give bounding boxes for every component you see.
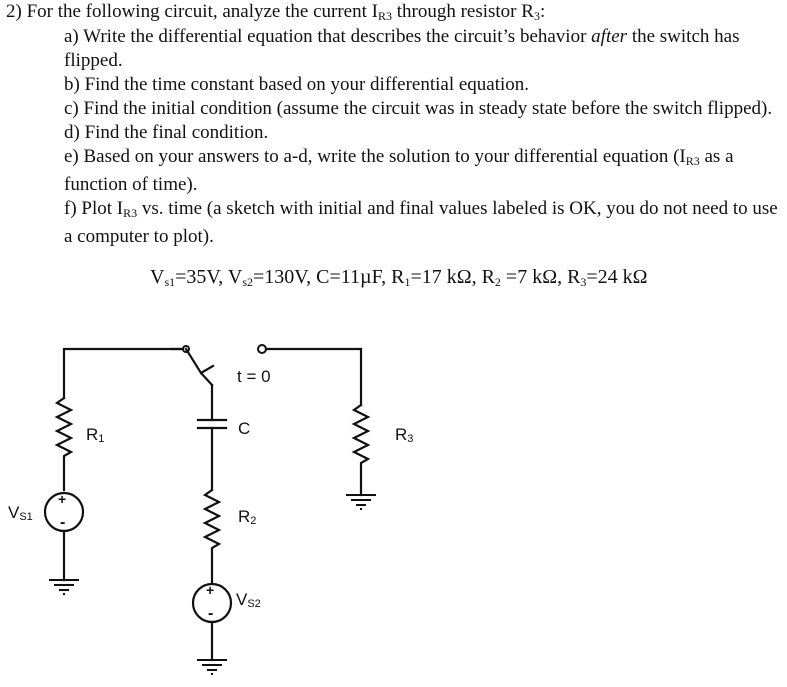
item-b: b) Find the time constant based on your differential equation. xyxy=(64,74,530,95)
resistor-r1 xyxy=(57,398,71,490)
r2-label: R2 xyxy=(238,507,257,527)
ground-r3 xyxy=(346,495,376,509)
question-items xyxy=(64,25,779,249)
item-a: a) Write the differential equation that describes the circuit’s behavior after the switch has flipped. xyxy=(64,26,740,71)
item-c: c) Find the initial condition (assume the circuit was in steady state before the switch flipped). xyxy=(64,98,773,119)
r1-label: R1 xyxy=(86,425,105,445)
question-heading xyxy=(6,0,776,28)
circuit-diagram xyxy=(0,330,787,687)
r3-label: R3 xyxy=(395,425,414,445)
capacitor-label: C xyxy=(238,419,251,438)
item-e: e) Based on your answers to a-d, write the solution to your differential equation ($I_{R3}$ as a function of time). xyxy=(64,146,734,195)
vs1-plus: + xyxy=(58,491,67,507)
resistor-r2 xyxy=(205,490,219,583)
vs2-label: VS2 xyxy=(236,590,261,610)
vs2-plus: + xyxy=(206,582,215,598)
question-number: 2) xyxy=(6,1,22,22)
ground-vs2 xyxy=(197,660,227,674)
vs1-minus: - xyxy=(60,514,66,531)
vs2-minus: - xyxy=(208,605,214,622)
vs1-label: VS1 xyxy=(8,503,33,523)
wire-top-left xyxy=(64,349,186,398)
item-d: d) Find the final condition. xyxy=(64,122,269,143)
switch-label: t = 0 xyxy=(237,367,271,386)
component-values: $V_{s1}=35V$, $V_{s2}=130V$, C=11µF, $R_1=17$ kΩ, $R_2 =7$ kΩ, $R_3=24$ kΩ xyxy=(150,266,648,289)
resistor-r3 xyxy=(354,405,368,495)
question-intro: For the following circuit, analyze the current $I_{R3}$ through resistor $R_3$: xyxy=(26,1,546,23)
capacitor-c xyxy=(198,420,226,428)
ground-vs1 xyxy=(49,580,79,594)
item-f: f) Plot $I_{R3}$ vs. time (a sketch with initial and final values labeled is OK, you do not need to use a computer to plot). xyxy=(64,198,778,247)
